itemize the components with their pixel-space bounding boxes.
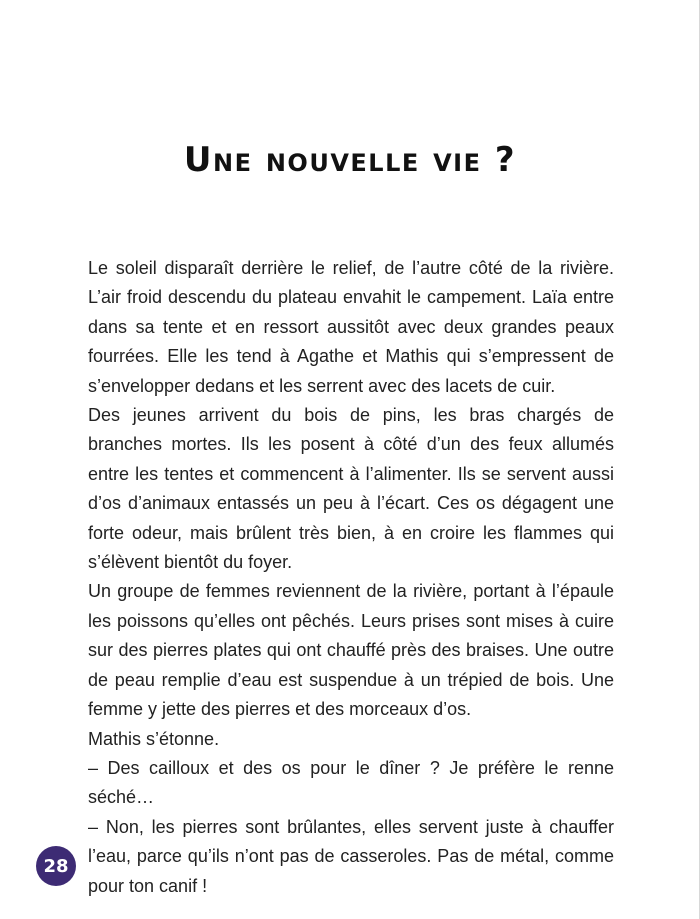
chapter-title: Une nouvelle vie ?: [183, 140, 517, 180]
paragraph: Des jeunes arrivent du bois de pins, les bras chargés de branches mortes. Ils les posent à côté d’un des feux allumés entre les tentes et commencent à l’alimenter. Ils se servent aussi d’os d’animaux entassés un peu à l’écart. Ces os dégagent une forte odeur, mais brûlent très bien, à en croire les flammes qui s’élèvent bientôt du foyer.: [88, 405, 614, 573]
paragraph: Un groupe de femmes reviennent de la rivière, portant à l’épaule les poissons qu’elles ont pêchés. Leurs prises sont mises à cuire sur des pierres plates qui ont chauffé près des braises. Une outre de peau remplie d’eau est suspendue à un trépied de bois. Une femme y jette des pierres et des morceaux d’os.: [88, 581, 614, 720]
dialogue-line: – Non, les pierres sont brûlantes, elles servent juste à chauffer l’eau, parce qu’ils n’ont pas de casseroles. Pas de métal, comme pour ton canif !: [88, 816, 614, 896]
chapter-body: [88, 254, 614, 901]
page-number: 28: [43, 855, 69, 877]
page-number-badge: [36, 846, 76, 886]
paragraph: Le soleil disparaît derrière le relief, de l’autre côté de la rivière. L’air froid descendu du plateau envahit le campement. Laïa entre dans sa tente et en ressort aussitôt avec deux grandes peaux fourrées. Elle les tend à Agathe et Mathis qui s’empressent de s’envelopper dedans et les serrent avec des lacets de cuir.: [88, 258, 614, 396]
dialogue-line: – Des cailloux et des os pour le dîner ? Je préfère le renne séché…: [88, 757, 614, 808]
paragraph: Mathis s’étonne.: [88, 728, 220, 749]
